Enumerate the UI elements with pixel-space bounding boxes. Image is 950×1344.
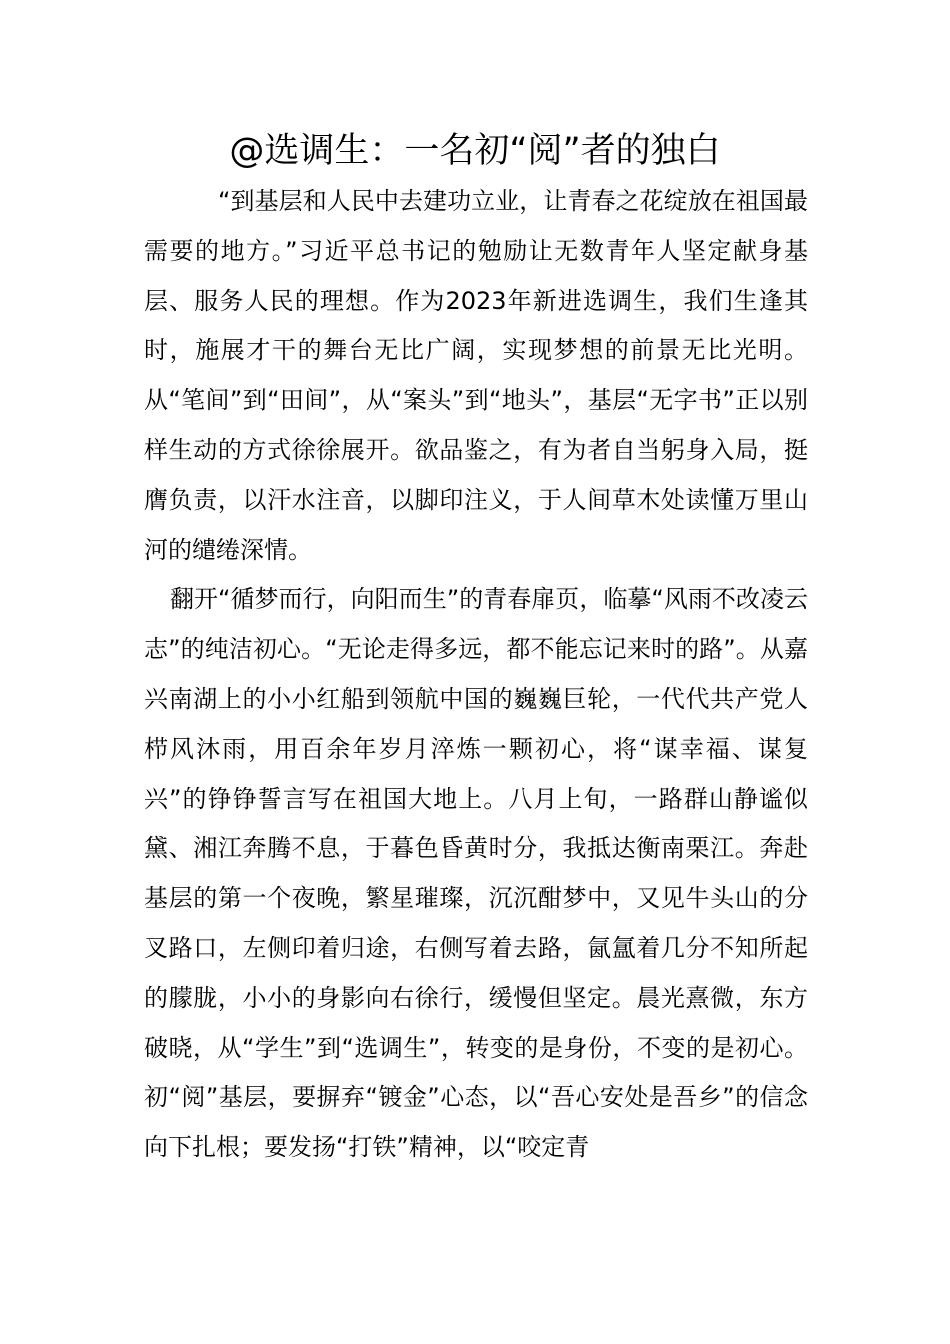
document-title: @选调生：一名初“阅”者的独白 bbox=[229, 131, 721, 171]
paragraph-2: 翻开“循梦而行，向阳而生”的青春扉页，临摹“风雨不改凌云志”的纯洁初心。“无论走得多远，都不能忘记来时的路”。从嘉兴南湖上的小小红船到领航中国的巍巍巨轮，一代代共产党人栉风沐雨，用百余年岁月淬炼一颗初心，将“谋幸福、谋复兴”的铮铮誓言写在祖国大地上。八月上旬，一路群山静谧似黛、湘江奔腾不息，于暮色昏黄时分，我抵达衡南栗江。奔赴基层的第一个夜晚，繁星璀璨，沉沉酣梦中，又见牛头山的分叉路口，左侧印着归途，右侧写着去路，氤氲着几分不知所起的朦胧，小小的身影向右徐行，缓慢但坚定。晨光熹微，东方破晓，从“学生”到“选调生”，转变的是身份，不变的是初心。初“阅”基层，要摒弃“镀金”心态，以“吾心安处是吾乡”的信念向下扎根；要发扬“打铁”精神，以“咬定青 bbox=[144, 585, 808, 1162]
paragraph-1: “到基层和人民中去建功立业，让青春之花绽放在祖国最需要的地方。”习近平总书记的勉励让无数青年人坚定献身基层、服务人民的理想。作为2023年新进选调生，我们生逢其时，施展才干的舞台无比广阔，实现梦想的前景无比光明。从“笔间”到“田间”，从“案头”到“地头”，基层“无字书”正以别样生动的方式徐徐展开。欲品鉴之，有为者自当躬身入局，挺膺负责，以汗水注音，以脚印注义，于人间草木处读懂万里山河的缱绻深情。 bbox=[144, 187, 808, 564]
document-body bbox=[144, 177, 808, 1173]
